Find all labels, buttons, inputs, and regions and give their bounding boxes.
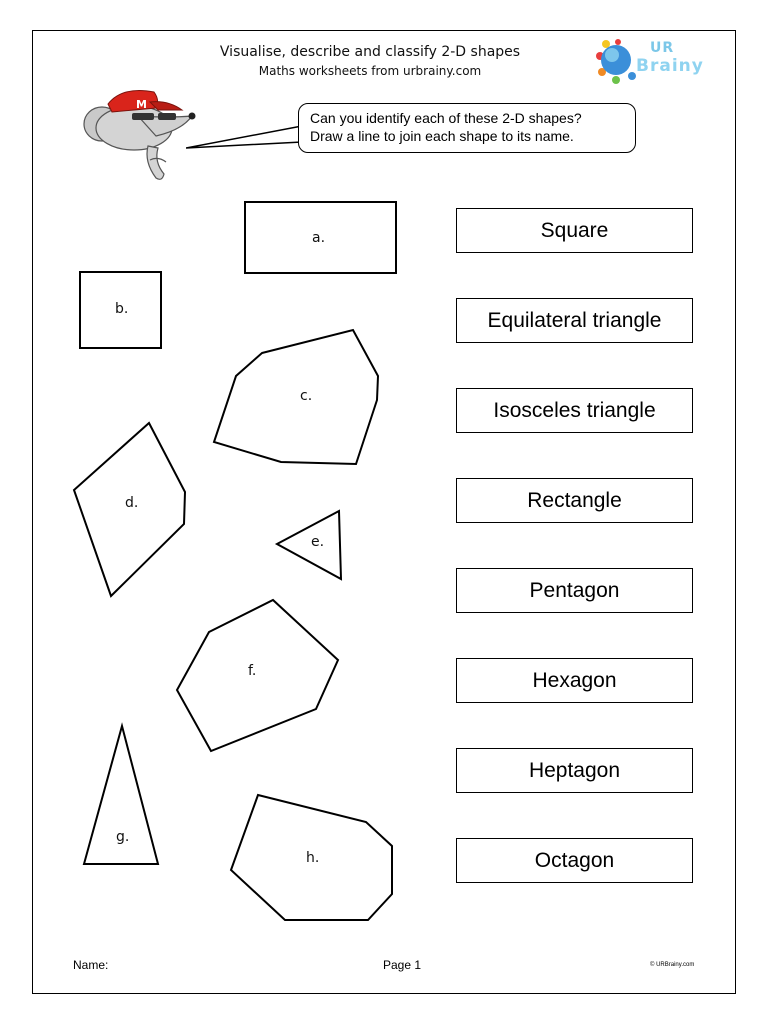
name-label: Square bbox=[540, 218, 609, 242]
logo-text-ur: UR bbox=[650, 40, 675, 56]
shape-c-octagon bbox=[214, 330, 378, 464]
name-label: Pentagon bbox=[529, 578, 620, 602]
worksheet-subtitle: Maths worksheets from urbrainy.com bbox=[258, 64, 482, 78]
name-label: Heptagon bbox=[528, 758, 621, 782]
name-label: Rectangle bbox=[527, 488, 622, 512]
shape-a-label: a. bbox=[312, 230, 326, 246]
name-box-pentagon[interactable] bbox=[456, 568, 693, 613]
name-box-hexagon[interactable] bbox=[456, 658, 693, 703]
shape-f-label: f. bbox=[248, 663, 257, 679]
name-label: Equilateral triangle bbox=[487, 308, 662, 332]
instruction-line-1: Can you identify each of these 2-D shapes? bbox=[310, 110, 582, 126]
shape-b-label: b. bbox=[115, 301, 129, 317]
shape-c-label: c. bbox=[300, 388, 313, 404]
name-field-label: Name: bbox=[73, 958, 109, 972]
name-label: Hexagon bbox=[532, 668, 617, 692]
shape-e-label: e. bbox=[311, 534, 325, 550]
name-box-heptagon[interactable] bbox=[456, 748, 693, 793]
copyright-notice: © URBrainy.com bbox=[650, 962, 695, 968]
name-box-equilateral-triangle[interactable] bbox=[456, 298, 693, 343]
page-number: Page 1 bbox=[383, 958, 422, 972]
cap-letter: M bbox=[136, 98, 147, 111]
worksheet-title: Visualise, describe and classify 2-D shapes bbox=[219, 44, 521, 60]
shape-g-label: g. bbox=[116, 829, 130, 845]
shape-f-hexagon bbox=[177, 600, 338, 751]
logo-text-brainy: Brainy bbox=[636, 56, 704, 76]
name-label: Octagon bbox=[534, 848, 615, 872]
instruction-line-2: Draw a line to join each shape to its name. bbox=[310, 128, 574, 144]
name-box-square[interactable] bbox=[456, 208, 693, 253]
name-box-rectangle[interactable] bbox=[456, 478, 693, 523]
shape-d-label: d. bbox=[125, 495, 139, 511]
name-box-isosceles-triangle[interactable] bbox=[456, 388, 693, 433]
name-box-octagon[interactable] bbox=[456, 838, 693, 883]
name-label: Isosceles triangle bbox=[493, 398, 656, 422]
shape-e-equilateral-triangle bbox=[277, 511, 341, 579]
shape-h-label: h. bbox=[306, 850, 320, 866]
